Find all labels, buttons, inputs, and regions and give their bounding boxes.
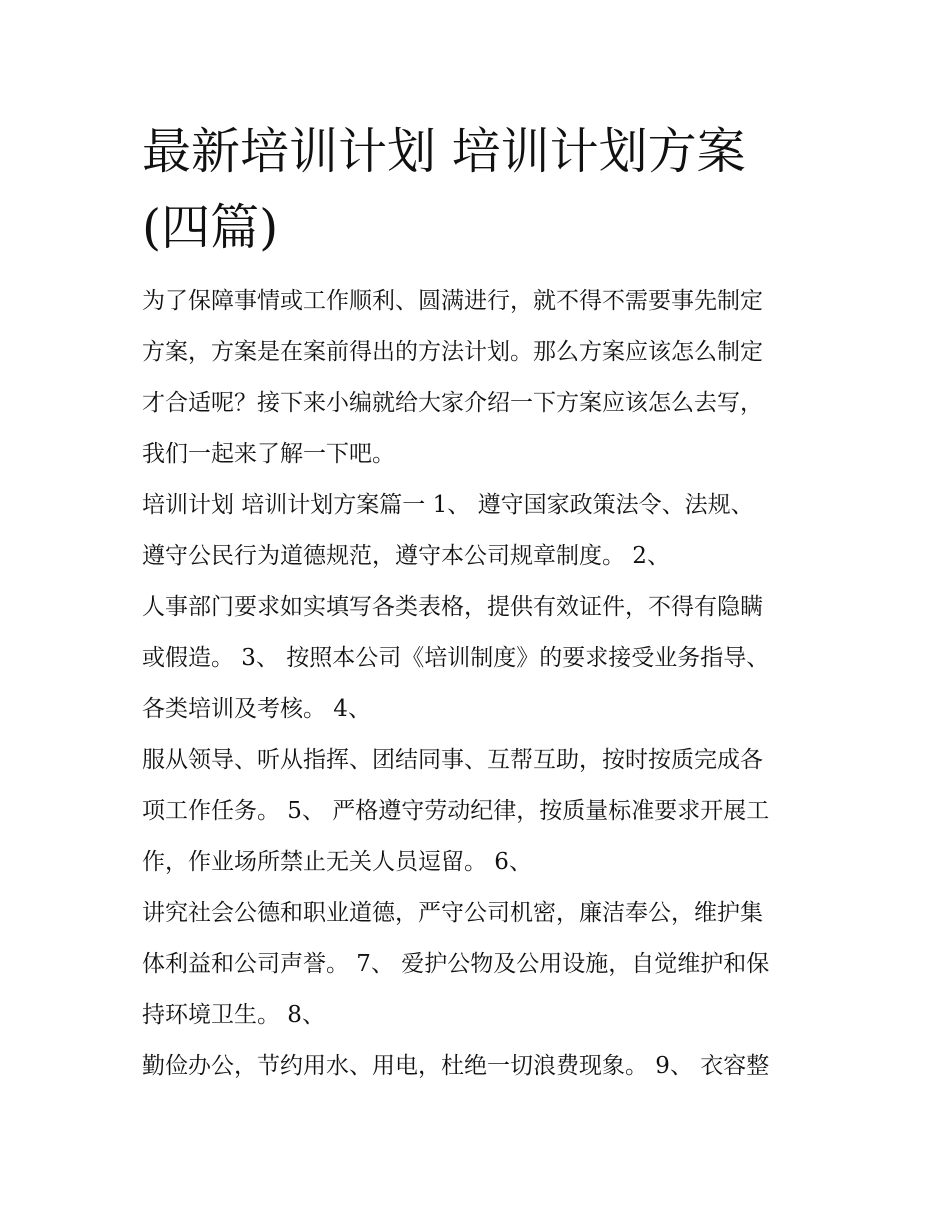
body-line-3: 才合适呢？接下来小编就给大家介绍一下方案应该怎么去写， bbox=[142, 390, 763, 416]
body-line-9: 各类培训及考核。 4、 bbox=[142, 696, 371, 722]
body-line-8: 或假造。 3、 按照本公司《培训制度》的要求接受业务指导、 bbox=[142, 645, 770, 671]
body-line-16: 勤俭办公，节约用水、用电，杜绝一切浪费现象。 9、 衣容整 bbox=[142, 1053, 770, 1079]
body-line-10: 服从领导、听从指挥、团结同事、互帮互助，按时按质完成各 bbox=[142, 747, 763, 773]
title-line-2: (四篇) bbox=[142, 199, 279, 256]
title-line-1: 最新培训计划 培训计划方案 bbox=[142, 123, 746, 180]
document-body bbox=[142, 280, 832, 1096]
body-line-5: 培训计划 培训计划方案篇一 1、 遵守国家政策法令、法规、 bbox=[142, 492, 754, 518]
body-line-6: 遵守公民行为道德规范，遵守本公司规章制度。 2、 bbox=[142, 543, 670, 569]
document-title bbox=[142, 114, 842, 266]
body-line-11: 项工作任务。 5、 严格遵守劳动纪律，按质量标准要求开展工 bbox=[142, 798, 770, 824]
body-line-15: 持环境卫生。 8、 bbox=[142, 1002, 325, 1028]
body-line-2: 方案，方案是在案前得出的方法计划。那么方案应该怎么制定 bbox=[142, 339, 763, 365]
body-line-13: 讲究社会公德和职业道德，严守公司机密，廉洁奉公，维护集 bbox=[142, 900, 763, 926]
body-line-1: 为了保障事情或工作顺利、圆满进行，就不得不需要事先制定 bbox=[142, 288, 763, 314]
body-line-12: 作，作业场所禁止无关人员逗留。 6、 bbox=[142, 849, 532, 875]
body-line-7: 人事部门要求如实填写各类表格，提供有效证件，不得有隐瞒 bbox=[142, 594, 763, 620]
body-line-4: 我们一起来了解一下吧。 bbox=[142, 441, 395, 467]
body-line-14: 体利益和公司声誉。 7、 爱护公物及公用设施，自觉维护和保 bbox=[142, 951, 770, 977]
